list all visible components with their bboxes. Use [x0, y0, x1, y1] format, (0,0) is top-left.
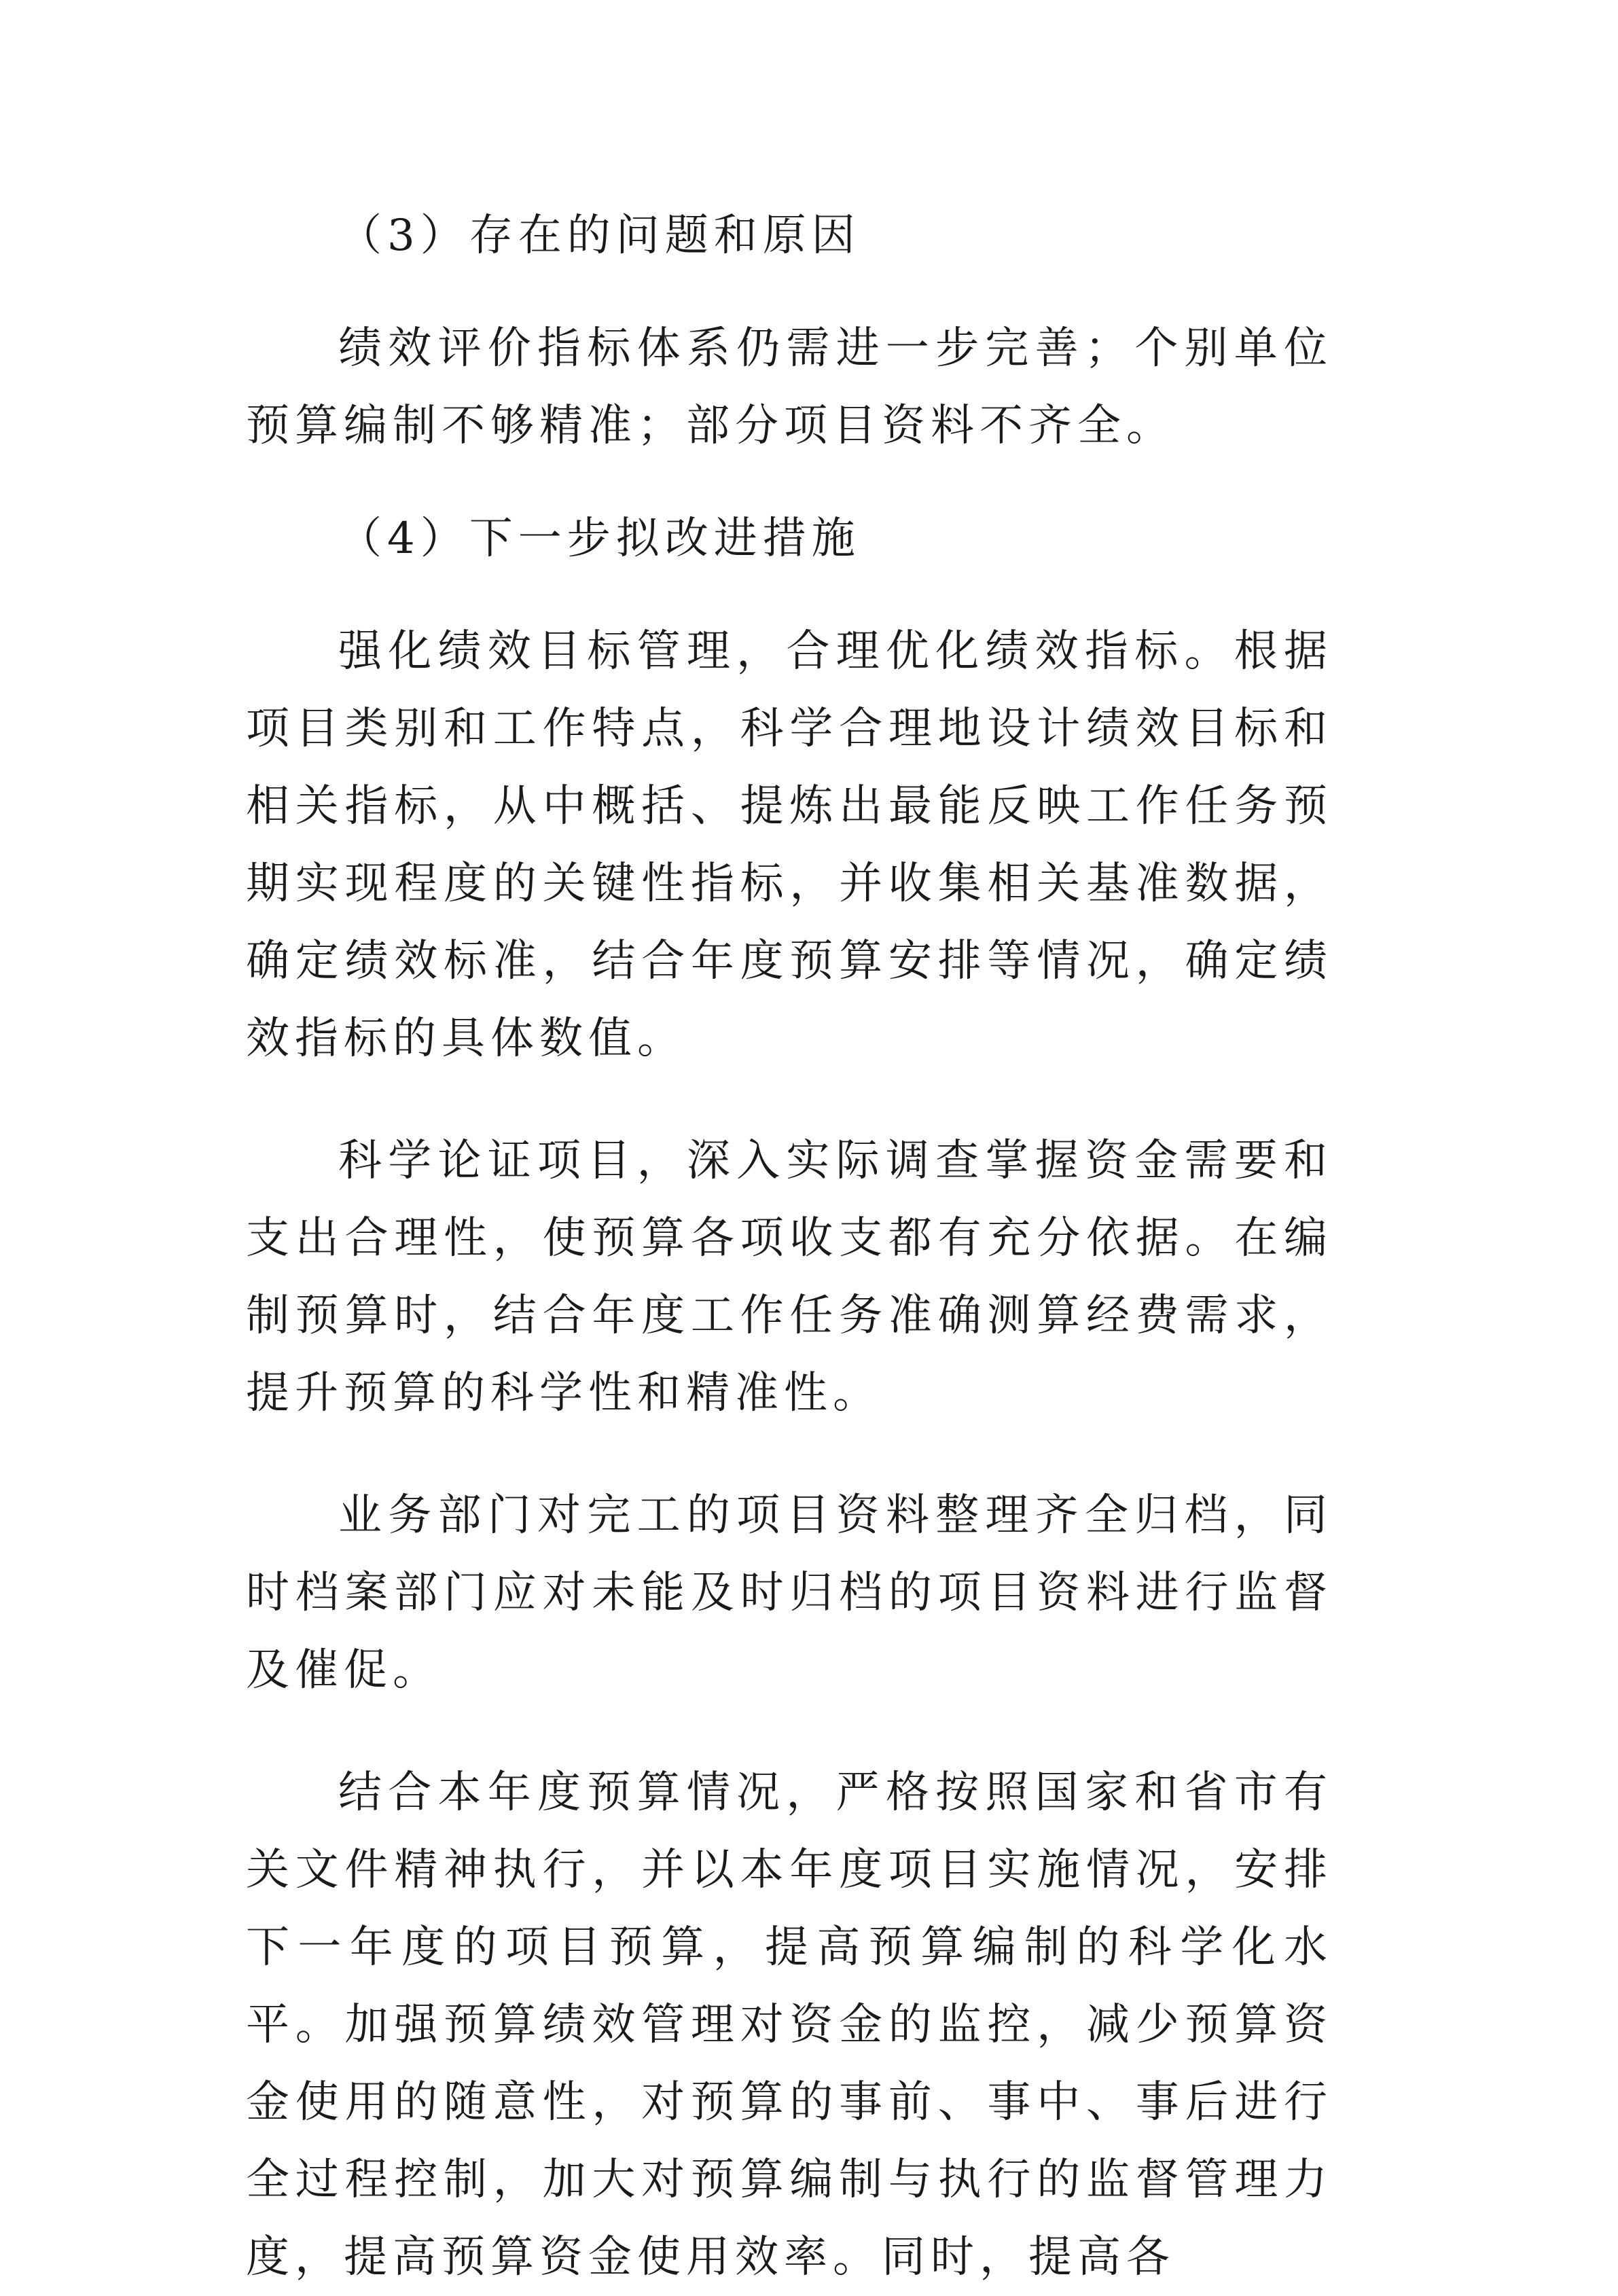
paragraph-budget-planning: 结合本年度预算情况，严格按照国家和省市有关文件精神执行，并以本年度项目实施情况，安排下一年度的项目预算，提高预算编制的科学化水平。加强预算绩效管理对资金的监控，减少预算资金使用的随意性，对预算的事前、事中、事后进行全过程控制，加大对预算编制与执行的监督管理力度，提高预算资金使用效率。同时，提高各	[246, 1768, 1333, 2282]
paragraph-project-verification: 科学论证项目，深入实际调查掌握资金需要和支出合理性，使预算各项收支都有充分依据。在编制预算时，结合年度工作任务准确测算经费需求，提升预算的科学性和精准性。	[246, 1136, 1333, 1418]
section-heading-3: （3）存在的问题和原因	[338, 211, 861, 261]
paragraph-performance-targets: 强化绩效目标管理，合理优化绩效指标。根据项目类别和工作特点，科学合理地设计绩效目标和相关指标，从中概括、提炼出最能反映工作任务预期实现程度的关键性指标，并收集相关基准数据，确定绩效标准，结合年度预算安排等情况，确定绩效指标的具体数值。	[246, 626, 1333, 1064]
paragraph-archiving: 业务部门对完工的项目资料整理齐全归档，同时档案部门应对未能及时归档的项目资料进行监督及催促。	[246, 1490, 1333, 1696]
paragraph-issues: 绩效评价指标体系仍需进一步完善；个别单位预算编制不够精准；部分项目资料不齐全。	[246, 323, 1333, 451]
document-body	[246, 197, 1333, 2296]
section-heading-4: （4）下一步拟改进措施	[338, 514, 861, 564]
